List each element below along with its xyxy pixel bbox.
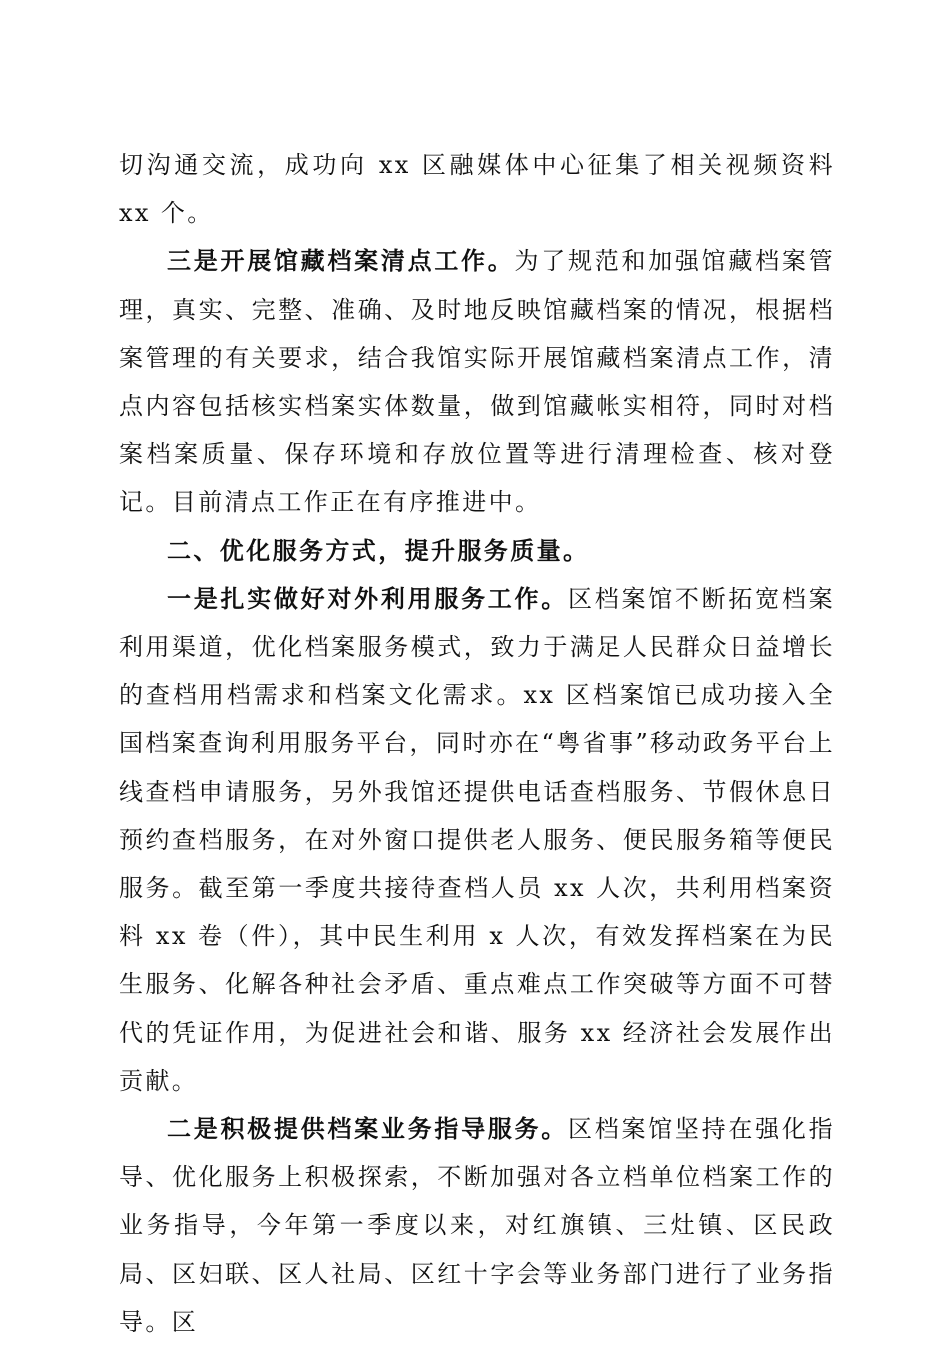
section-heading: 二、优化服务方式，提升服务质量。 bbox=[167, 536, 590, 565]
paragraph-external-service bbox=[119, 575, 835, 1105]
paragraph-text: 为了规范和加强馆藏档案管理，真实、完整、准确、及时地反映馆藏档案的情况，根据档案管理的有关要求，结合我馆实际开展馆藏档案清点工作，清点内容包括核实档案实体数量，做到馆藏帐实相符，同时对档案档案质量、保存环境和存放位置等进行清理检查、核对登记。目前清点工作正在有序推进中。 bbox=[119, 247, 835, 517]
paragraph-lead: 一是扎实做好对外利用服务工作。 bbox=[167, 584, 568, 613]
paragraph-lead: 二是积极提供档案业务指导服务。 bbox=[167, 1115, 568, 1144]
paragraph-archive-inventory bbox=[119, 237, 835, 526]
paragraph-text: 区档案馆不断拓宽档案利用渠道，优化档案服务模式，致力于满足人民群众日益增长的查档用档需求和档案文化需求。xx 区档案馆已成功接入全国档案查询利用服务平台，同时亦在“粤省事”移动政务平台上线查档申请服务，另外我馆还提供电话查档服务、节假休息日预约查档服务，在对外窗口提供老人服务、便民服务箱等便民服务。截至第一季度共接待查档人员 xx 人次，共利用档案资料 xx 卷（件），其中民生利用 x 人次，有效发挥档案在为民生服务、化解各种社会矛盾、重点难点工作突破等方面不可替代的凭证作用，为促进社会和谐、服务 xx 经济社会发展作出贡献。 bbox=[119, 584, 835, 1095]
paragraph-continuation bbox=[119, 141, 835, 237]
paragraph-lead: 三是开展馆藏档案清点工作。 bbox=[167, 247, 515, 276]
paragraph-text: 切沟通交流，成功向 xx 区融媒体中心征集了相关视频资料 xx 个。 bbox=[119, 151, 835, 228]
document-body bbox=[119, 141, 835, 1346]
paragraph-text: 区档案馆坚持在强化指导、优化服务上积极探索，不断加强对各立档单位档案工作的业务指导，今年第一季度以来，对红旗镇、三灶镇、区民政局、区妇联、区人社局、区红十字会等业务部门进行了业务指导。区 bbox=[119, 1115, 835, 1336]
paragraph-business-guidance bbox=[119, 1105, 835, 1346]
